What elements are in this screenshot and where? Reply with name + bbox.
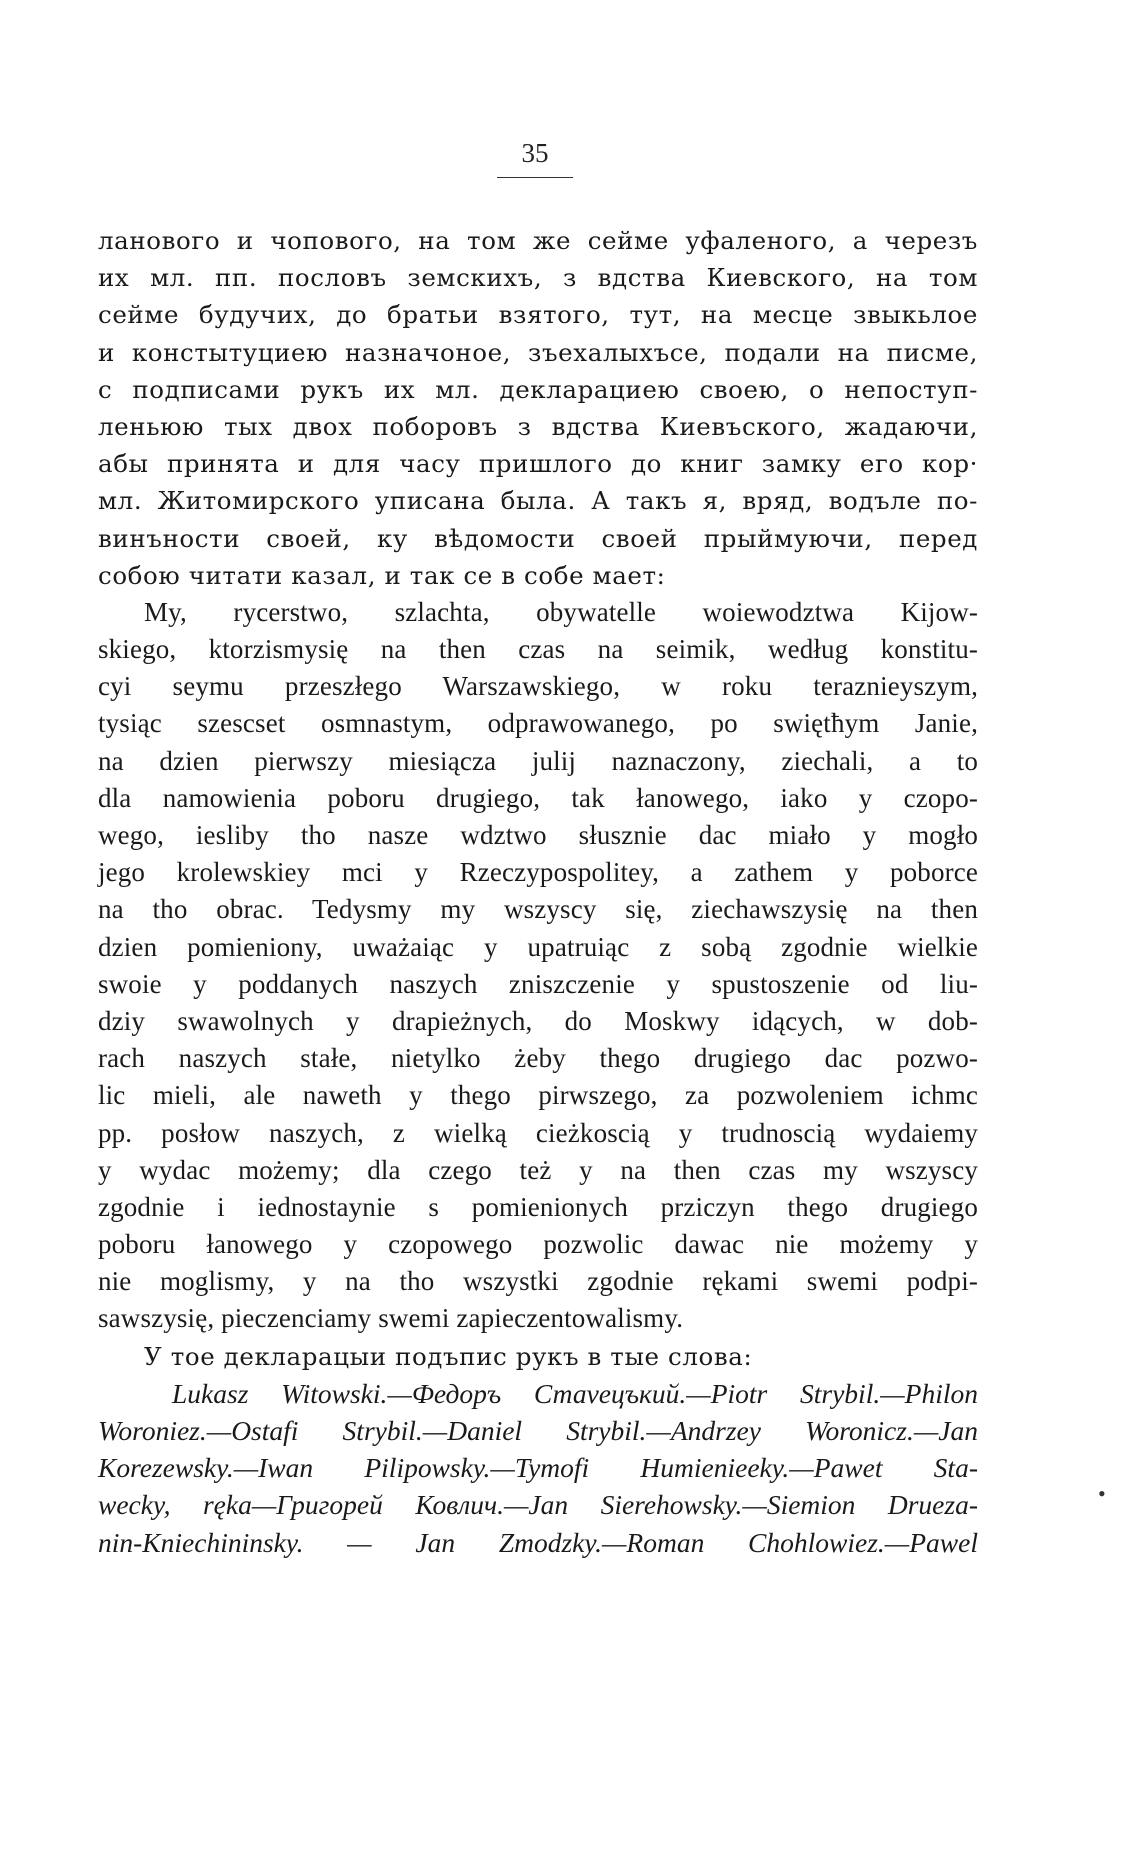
text-line: sawszysię, pieczenciamy swemi zapieczentowalismy. xyxy=(98,1303,684,1334)
signature-line: Woroniez.—Ostafi Strybil.—Daniel Strybil.—Andrzey Woronicz.—Jan xyxy=(98,1415,978,1446)
signature-line: Korezewsky.—Iwan Pilipowsky.—Tymofi Humienieeky.—Pawet Sta- xyxy=(98,1452,978,1484)
text-line: pp. posłow naszych, z wielką cieżkoscią y trudnoscią wydaiemy xyxy=(98,1117,978,1148)
text-line: винъности своей, ку вѣдомости своей прыймуючи, перед xyxy=(98,523,978,553)
text-line: леньюю тых двох поборовъ з вдства Киевъского, жадаючи, xyxy=(98,411,978,441)
text-line: и констытуциею назначоное, зъехалыхъсе, подали на писме, xyxy=(98,337,978,367)
text-line: dzien pomieniony, uważaiąc y upatruiąc z sobą zgodnie wielkie xyxy=(98,931,978,962)
text-line: swoie y poddanych naszych zniszczenie y spustoszenie od liu- xyxy=(98,968,978,999)
text-line: na tho obrac. Tedysmy my wszyscy się, ziechawszysię na then xyxy=(98,894,978,925)
body-text xyxy=(98,222,978,1561)
text-line: lic mieli, ale naweth y thego pirwszego, za pozwoleniem ichmc xyxy=(98,1080,978,1111)
text-line: jego krolewskiey mci y Rzeczypospolitey, a zathem y poborce xyxy=(98,857,978,888)
text-line: nie moglismy, y na tho wszystki zgodnie rękami swemi podpi- xyxy=(98,1266,978,1297)
text-line: na dzien pierwszy miesiącza julij naznaczony, ziechali, a to xyxy=(98,745,978,776)
text-line: y wydac możemy; dla czego też y na then czas my wszyscy xyxy=(98,1154,978,1185)
page-number: 35 xyxy=(521,138,549,168)
text-line: У тое декларацыи подъпис рукъ в тые слова: xyxy=(144,1341,753,1371)
text-line: с подписами рукъ их мл. декларациею своею, о непоступ- xyxy=(98,374,978,404)
text-line: skiego, ktorzismysię na then czas na seimik, według konstitu- xyxy=(98,634,978,665)
text-line: tysiąc szescset osmnastym, odprawowanego, po swiętħym Janie, xyxy=(98,708,978,739)
signature-line: Lukasz Witowski.—Федоръ Стаveцъкий.—Piotr Strybil.—Philon xyxy=(172,1377,978,1409)
text-line: wego, iesliby tho nasze wdztwo słusznie dac miało y mogło xyxy=(98,820,978,850)
text-line: ланового и чопового, на том же сейме уфаленого, а черезъ xyxy=(98,226,978,255)
text-line: мл. Житомирского уписана была. А такъ я, вряд, водъле по- xyxy=(98,486,978,516)
text-line: rach naszych stałe, nietylko żeby thego drugiego dac pozwo- xyxy=(98,1043,978,1074)
text-line: сейме будучих, до братьи взятого, тут, на месце звыкьлое xyxy=(98,300,978,330)
text-line: dla namowienia poboru drugiego, tak łanowego, iako y czopo- xyxy=(98,782,978,813)
text-line: My, rycerstwo, szlachta, obywatelle woiewodztwa Kijow- xyxy=(144,596,978,627)
signature-line: nin-Kniechininsky. — Jan Zmodzky.—Roman Chohlowiez.—Pawel xyxy=(98,1526,978,1558)
text-line: zgodnie i iednostaynie s pomienionych prziczyn thego drugiego xyxy=(98,1191,978,1222)
page-number-rule xyxy=(497,177,573,178)
text-line: poboru łanowego y czopowego pozwolic dawac nie możemy y xyxy=(98,1229,978,1260)
text-line: cyi seymu przeszłego Warszawskiego, w roku teraznieyszym, xyxy=(98,671,978,702)
text-line: их мл. пп. пословъ земскихъ, з вдства Киевского, на том xyxy=(98,263,978,293)
signature-line: wecky, ręka—Григорей Ковлич.—Jan Sierehowsky.—Siemion Drueza- xyxy=(98,1489,978,1521)
text-line: dziy swawolnych y drapieżnych, do Moskwy idących, w dob- xyxy=(98,1005,978,1036)
text-line: собою читати казал, и так се в собе мает: xyxy=(98,560,666,590)
text-line: абы принята и для часу пришлого до книг замку его кор· xyxy=(98,449,978,479)
margin-mark: • xyxy=(1098,1481,1106,1506)
